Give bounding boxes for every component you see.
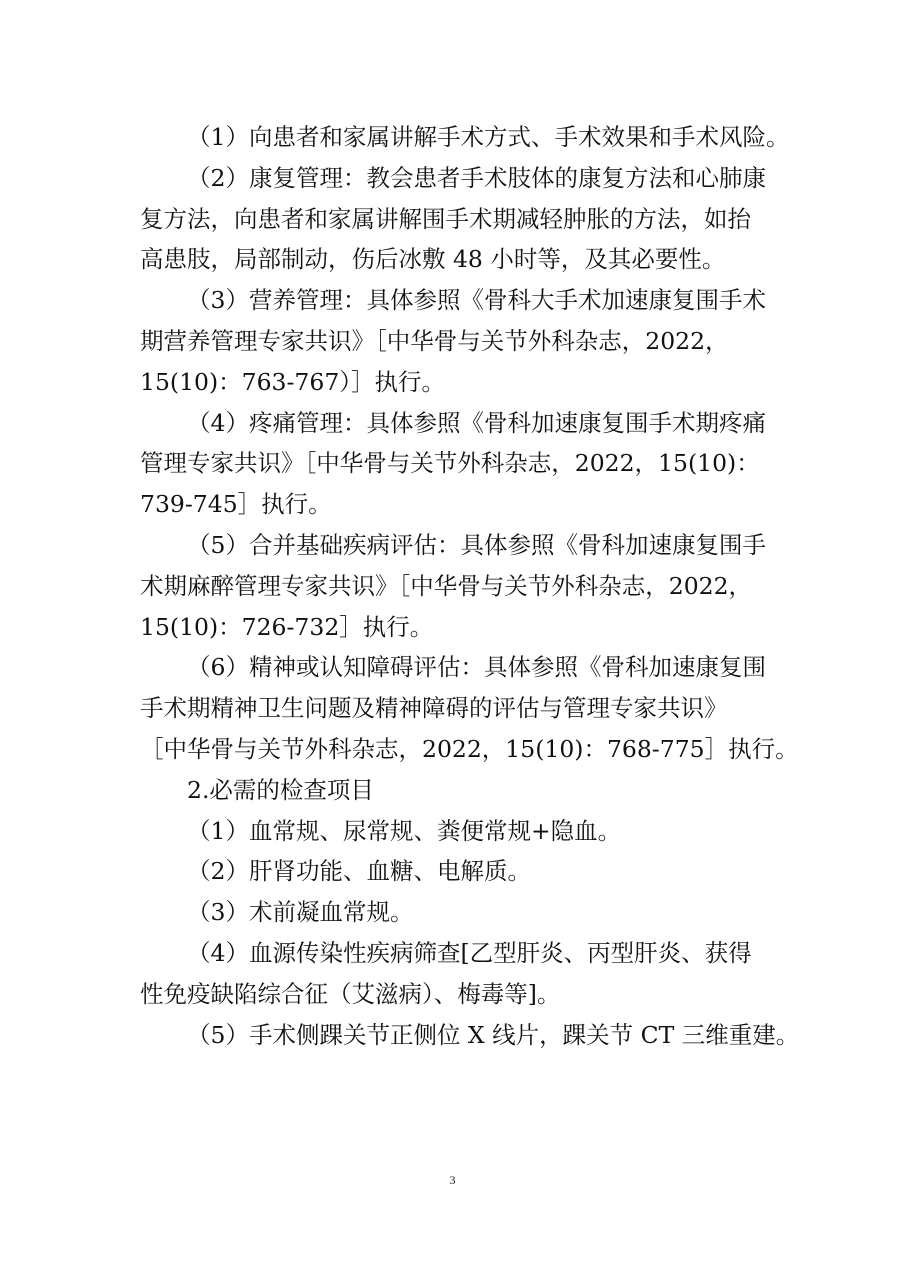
text-line: 管理专家共识》［中华骨与关节外科杂志，2022，15(10)： bbox=[140, 449, 760, 478]
text-line: （5）手术侧踝关节正侧位 X 线片，踝关节 CT 三维重建。 bbox=[187, 1020, 800, 1049]
paragraph bbox=[140, 158, 780, 280]
paragraph bbox=[140, 811, 780, 852]
text-line: （2）肝肾功能、血糖、电解质。 bbox=[187, 857, 531, 886]
paragraph bbox=[140, 933, 780, 1015]
text-line: 术期麻醉管理专家共识》［中华骨与关节外科杂志，2022， bbox=[140, 571, 753, 600]
text-line: （3）营养管理：具体参照《骨科大手术加速康复围手术 bbox=[187, 286, 766, 315]
text-line: 739-745］执行。 bbox=[140, 490, 332, 519]
page-number: 3 bbox=[449, 1173, 456, 1187]
text-line: 复方法，向患者和家属讲解围手术期减轻肿胀的方法，如抬 bbox=[140, 204, 751, 233]
text-line: 手术期精神卫生问题及精神障碍的评估与管理专家共识》 bbox=[140, 694, 728, 723]
text-line: （3）术前凝血常规。 bbox=[187, 898, 414, 927]
paragraph bbox=[140, 117, 790, 158]
text-line: 性免疫缺陷综合征（艾滋病）、梅毒等]。 bbox=[140, 979, 561, 1008]
paragraph bbox=[140, 647, 799, 769]
text-line: （1）向患者和家属讲解手术方式、手术效果和手术风险。 bbox=[187, 123, 790, 151]
text-line: 期营养管理专家共识》［中华骨与关节外科杂志，2022， bbox=[140, 326, 729, 355]
text-line: （2）康复管理：教会患者手术肢体的康复方法和心肺康 bbox=[187, 163, 766, 192]
text-line: （1）血常规、尿常规、粪便常规+隐血。 bbox=[187, 816, 622, 845]
paragraph bbox=[140, 770, 780, 811]
paragraph bbox=[140, 892, 780, 933]
text-line: 15(10)：763-767）］执行。 bbox=[140, 367, 446, 396]
paragraph bbox=[140, 280, 780, 402]
text-line: （6）精神或认知障碍评估：具体参照《骨科加速康复围 bbox=[187, 653, 766, 682]
text-line: 2.必需的检查项目 bbox=[187, 775, 374, 804]
text-line: （4）疼痛管理：具体参照《骨科加速康复围手术期疼痛 bbox=[187, 408, 766, 437]
document-body bbox=[140, 117, 800, 1055]
text-line: （5）合并基础疾病评估：具体参照《骨科加速康复围手 bbox=[187, 530, 766, 559]
text-line: （4）血源传染性疾病筛查[乙型肝炎、丙型肝炎、获得 bbox=[187, 938, 752, 967]
text-line: 15(10)：726-732］执行。 bbox=[140, 612, 434, 641]
text-line: ［中华骨与关节外科杂志，2022，15(10)：768-775］执行。 bbox=[140, 734, 799, 763]
paragraph bbox=[140, 1015, 800, 1056]
paragraph bbox=[140, 525, 780, 647]
paragraph bbox=[140, 851, 780, 892]
text-line: 高患肢，局部制动，伤后冰敷 48 小时等，及其必要性。 bbox=[140, 245, 726, 274]
paragraph bbox=[140, 403, 780, 525]
